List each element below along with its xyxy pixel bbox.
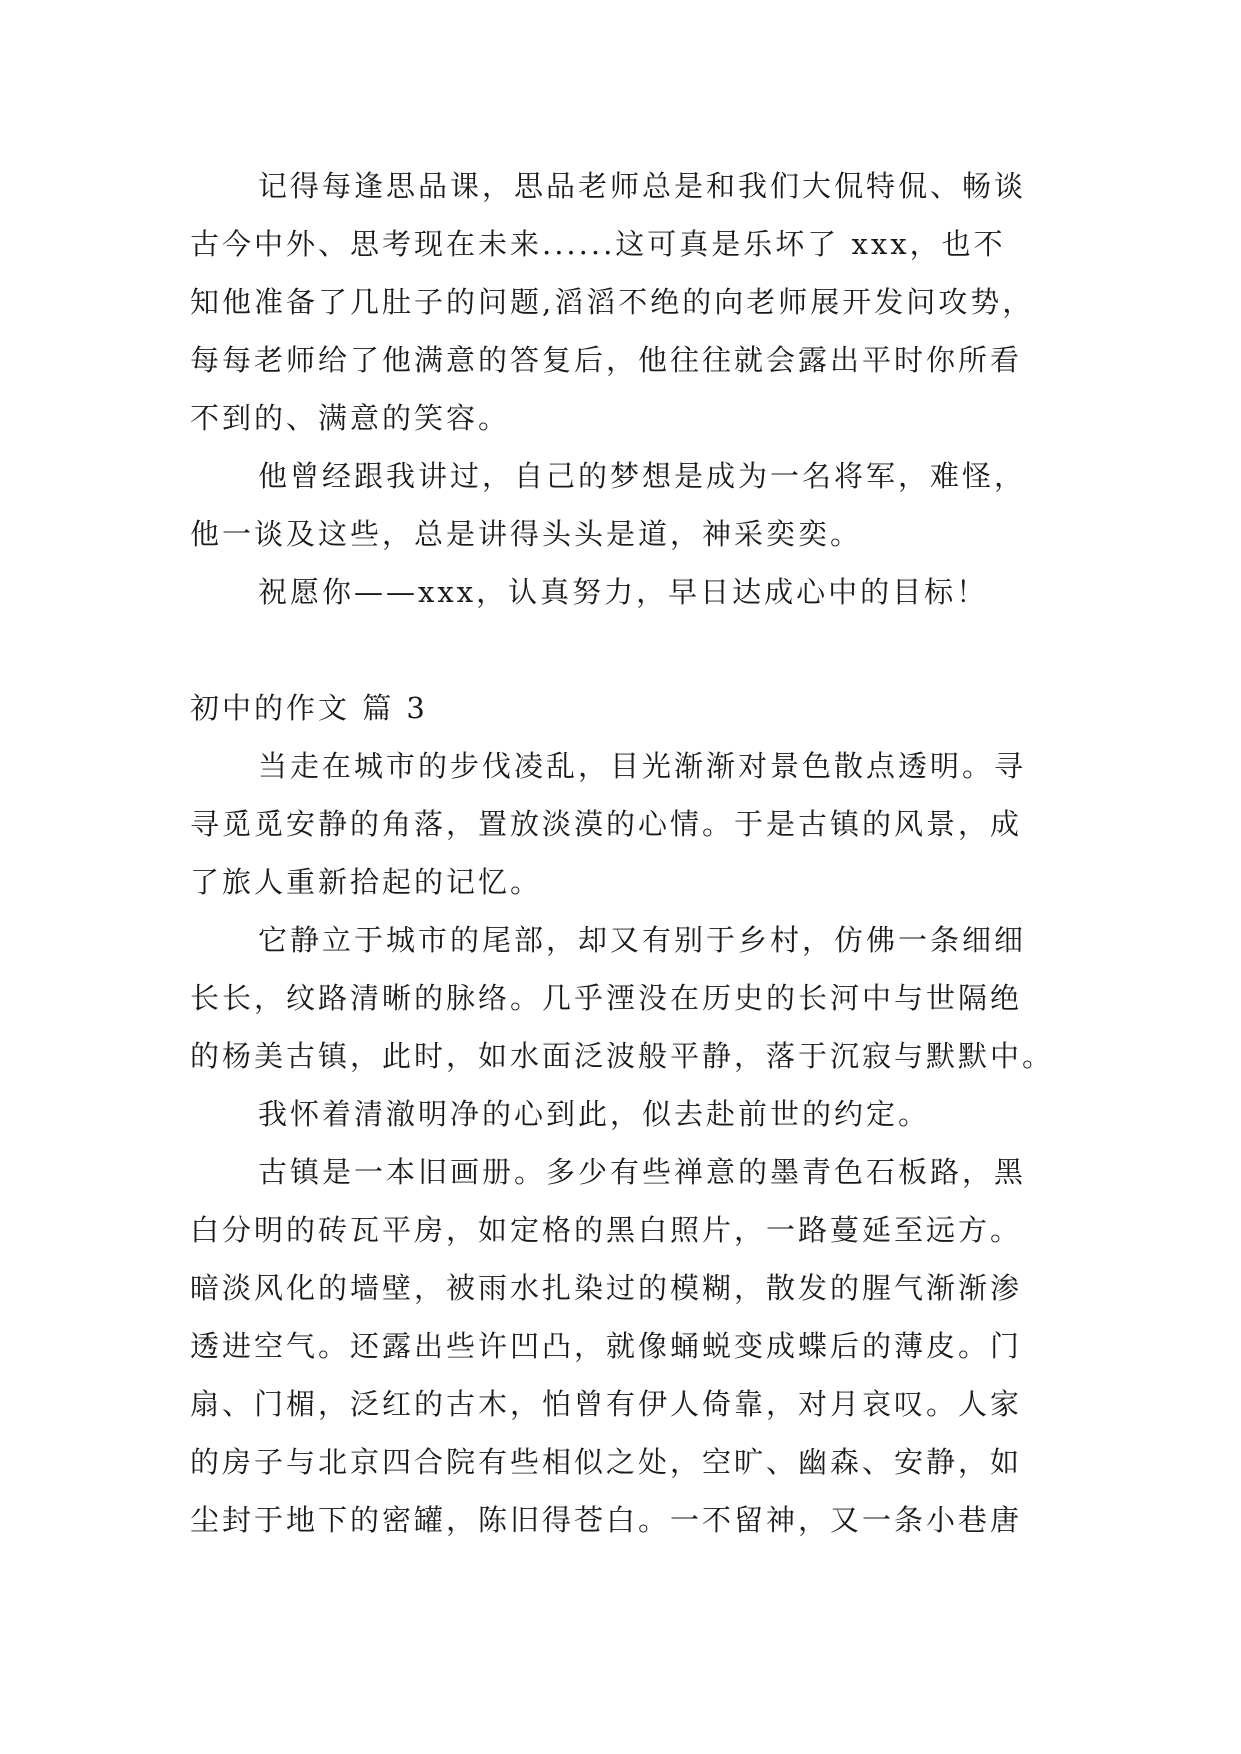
- paragraph-line: 当走在城市的步伐凌乱，目光渐渐对景色散点透明。寻: [258, 749, 1027, 783]
- paragraph-line: 的房子与北京四合院有些相似之处，空旷、幽森、安静，如: [190, 1445, 1023, 1479]
- paragraph-line: 祝愿你——xxx，认真努力，早日达成心中的目标！: [258, 575, 989, 609]
- paragraph-line: 了旅人重新拾起的记忆。: [190, 865, 543, 899]
- paragraph-line: 记得每逢思品课，思品老师总是和我们大侃特侃、畅谈: [258, 169, 1027, 203]
- paragraph-line: 不到的、满意的笑容。: [190, 401, 511, 435]
- paragraph-line: 知他准备了几肚子的问题,滔滔不绝的向老师展开发问攻势，: [190, 285, 1035, 319]
- paragraph-line: 古镇是一本旧画册。多少有些禅意的墨青色石板路，黑: [258, 1155, 1027, 1189]
- paragraph-line: 寻觅觅安静的角落，置放淡漠的心情。于是古镇的风景，成: [190, 807, 1023, 841]
- paragraph-line: 他一谈及这些，总是讲得头头是道，神采奕奕。: [190, 517, 863, 551]
- paragraph-line: 尘封于地下的密罐，陈旧得苍白。一不留神，又一条小巷唐: [190, 1503, 1023, 1537]
- section-heading: 初中的作文 篇 3: [190, 691, 428, 725]
- paragraph-line: 扇、门楣，泛红的古木，怕曾有伊人倚靠，对月哀叹。人家: [190, 1387, 1023, 1421]
- paragraph-line: 暗淡风化的墙壁，被雨水扎染过的模糊，散发的腥气渐渐渗: [190, 1271, 1023, 1305]
- paragraph-line: 他曾经跟我讲过，自己的梦想是成为一名将军，难怪，: [258, 459, 1027, 493]
- paragraph-line: 它静立于城市的尾部，却又有别于乡村，仿佛一条细细: [258, 923, 1027, 957]
- paragraph-line: 长长，纹路清晰的脉络。几乎湮没在历史的长河中与世隔绝: [190, 981, 1023, 1015]
- paragraph-line: 的杨美古镇，此时，如水面泛波般平静，落于沉寂与默默中。: [190, 1039, 1055, 1073]
- paragraph-line: 白分明的砖瓦平房，如定格的黑白照片，一路蔓延至远方。: [190, 1213, 1023, 1247]
- paragraph-line: 每每老师给了他满意的答复后，他往往就会露出平时你所看: [190, 343, 1023, 377]
- paragraph-line: 古今中外、思考现在未来......这可真是乐坏了 xxx，也不: [190, 227, 1006, 261]
- paragraph-line: 透进空气。还露出些许凹凸，就像蛹蜕变成蝶后的薄皮。门: [190, 1329, 1023, 1363]
- paragraph-line: 我怀着清澈明净的心到此，似去赴前世的约定。: [258, 1097, 931, 1131]
